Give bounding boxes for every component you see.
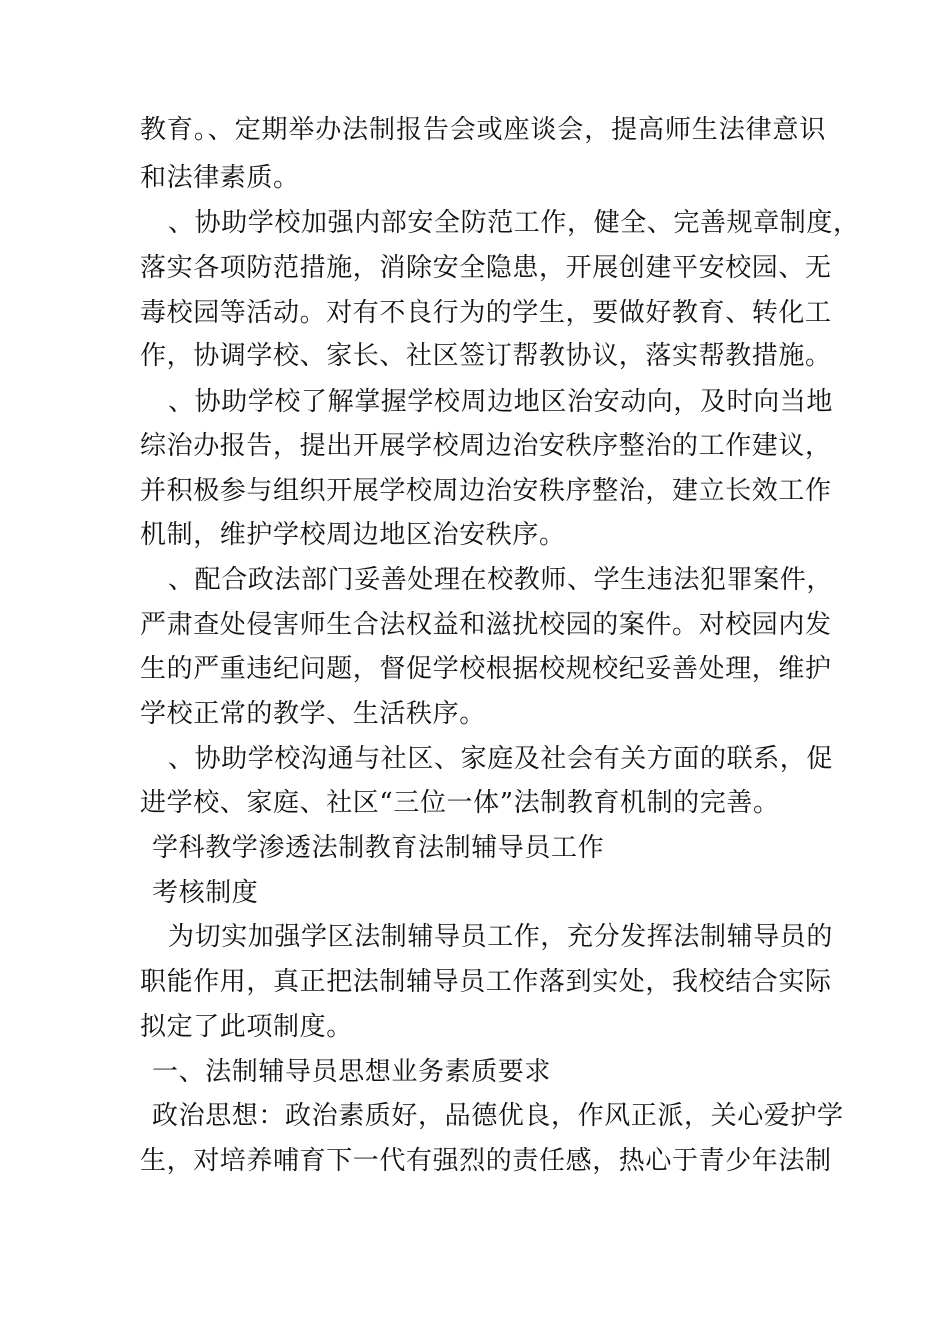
text-line: 、协助学校了解掌握学校周边地区治安动向，及时向当地	[168, 387, 834, 417]
text-line: 作，协调学校、家长、社区签订帮教协议，落实帮教措施。	[140, 341, 832, 371]
text-line: 生的严重违纪问题，督促学校根据校规校纪妥善处理，维护	[140, 654, 832, 684]
text-line: 机制，维护学校周边地区治安秩序。	[140, 520, 566, 550]
text-line: 生，对培养哺育下一代有强烈的责任感，热心于青少年法制	[140, 1146, 832, 1176]
text-line: 、配合政法部门妥善处理在校教师、学生违法犯罪案件，	[168, 565, 834, 595]
section-heading: 学科教学渗透法制教育法制辅导员工作	[152, 833, 605, 863]
text-line: 、协助学校加强内部安全防范工作，健全、完善规章制度，	[168, 208, 860, 238]
text-line: 学校正常的教学、生活秩序。	[140, 699, 486, 729]
text-line: 职能作用，真正把法制辅导员工作落到实处，我校结合实际	[140, 967, 832, 997]
text-line: 教育。、定期举办法制报告会或座谈会，提高师生法律意识	[140, 115, 826, 145]
text-line: 进学校、家庭、社区“三位一体”法制教育机制的完善。	[140, 788, 780, 818]
text-line: 政治思想：政治素质好，品德优良，作风正派，关心爱护学	[152, 1101, 844, 1131]
text-line: 和法律素质。	[140, 163, 300, 193]
text-line: 并积极参与组织开展学校周边治安秩序整治，建立长效工作	[140, 476, 832, 506]
text-line: 综治办报告，提出开展学校周边治安秩序整治的工作建议，	[140, 431, 832, 461]
text-line: 为切实加强学区法制辅导员工作，充分发挥法制辅导员的	[168, 922, 834, 952]
section-heading: 一、法制辅导员思想业务素质要求	[152, 1057, 552, 1087]
text-line: 毒校园等活动。对有不良行为的学生，要做好教育、转化工	[140, 298, 832, 328]
section-heading: 考核制度	[152, 878, 259, 908]
text-line: 落实各项防范措施，消除安全隐患，开展创建平安校园、无	[140, 253, 832, 283]
text-line: 、协助学校沟通与社区、家庭及社会有关方面的联系，促	[168, 744, 834, 774]
text-line: 拟定了此项制度。	[140, 1012, 353, 1042]
text-line: 严肃查处侵害师生合法权益和滋扰校园的案件。对校园内发	[140, 610, 832, 640]
